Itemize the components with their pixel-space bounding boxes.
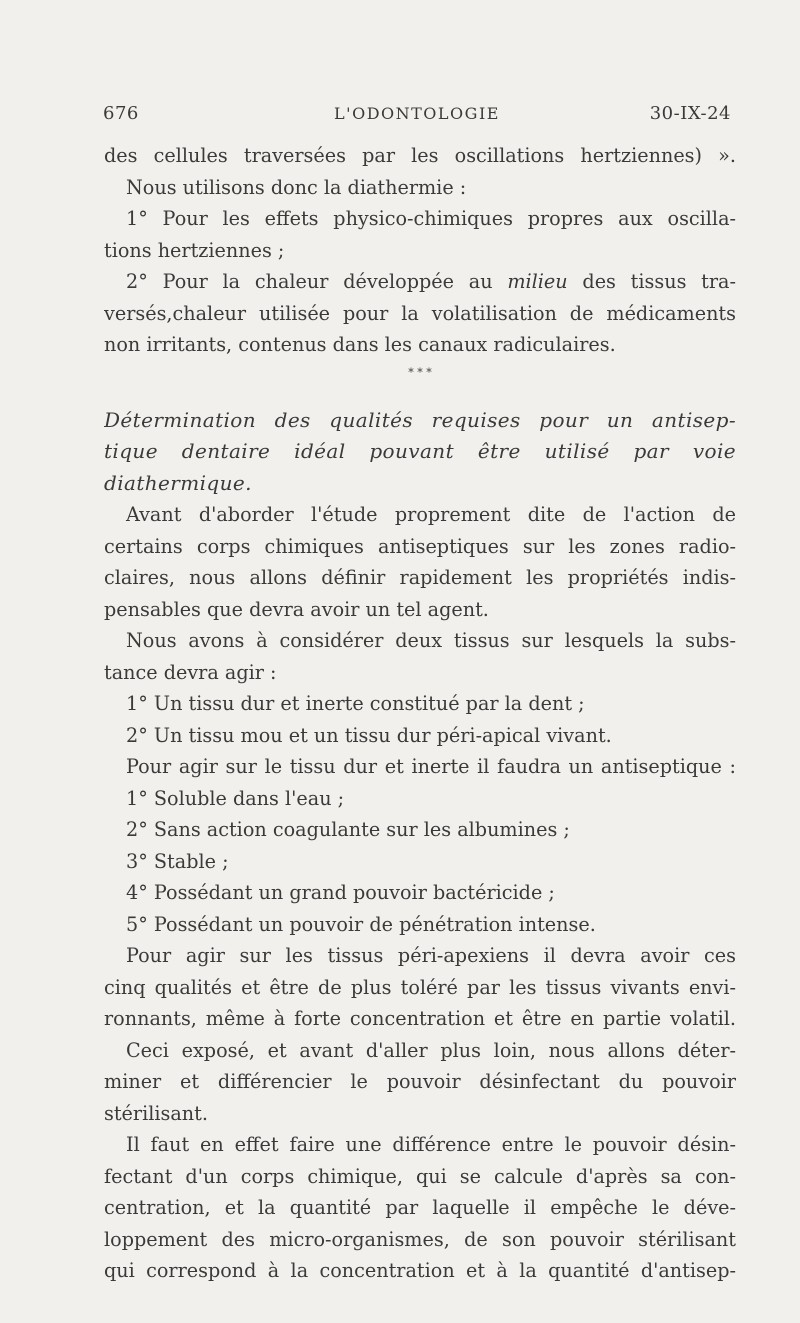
list-item: 1° Un tissu dur et inerte constitué par la dent ; [126, 692, 585, 715]
list-item: 3° Stable ; [126, 849, 229, 873]
text-line: Il faut en effet faire une différence entre le pouvoir désin- [126, 1133, 736, 1156]
list-item: 2° Un tissu mou et un tissu dur péri-apical vivant. [126, 723, 612, 747]
text-line: Nous utilisons donc la diathermie : [126, 175, 467, 199]
text-line: 1° Pour les effets physico-chimiques propres aux oscilla- [126, 207, 736, 230]
section-separator: * * * [408, 365, 432, 379]
italic-word: milieu [507, 270, 568, 293]
text-line [104, 266, 736, 298]
text-line: stérilisant. [104, 1101, 208, 1125]
text-line: fectant d'un corps chimique, qui se calcule d'après sa con- [104, 1164, 736, 1188]
text-line: qui correspond à la concentration et à la quantité d'antisep- [104, 1259, 736, 1282]
issue-date: 30-IX-24 [649, 103, 731, 124]
text-fragment: des tissus tra- [582, 270, 736, 293]
body-text [104, 140, 736, 1287]
text-line: miner et différencier le pouvoir désinfectant du pouvoir [104, 1070, 736, 1093]
text-line: pensables que devra avoir un tel agent. [104, 597, 489, 621]
text-line: Avant d'aborder l'étude proprement dite de l'action de [126, 503, 736, 526]
text-line: Nous avons à considérer deux tissus sur lesquels la subs- [126, 629, 736, 652]
list-item: 4° Possédant un grand pouvoir bactéricide ; [126, 881, 555, 904]
text-line: non irritants, contenus dans les canaux radiculaires. [104, 333, 616, 356]
text-line: Pour agir sur les tissus péri-apexiens il devra avoir ces [126, 944, 736, 967]
text-line: versés,chaleur utilisée pour la volatilisation de médicaments [104, 301, 736, 325]
text-line: loppement des micro-organismes, de son pouvoir stérilisant [104, 1227, 736, 1251]
heading-line: diathermique. [104, 470, 252, 495]
section-heading [104, 405, 736, 500]
text-line: tions hertziennes ; [104, 238, 285, 262]
running-title: L'ODONTOLOGIE [334, 104, 500, 123]
text-line: cinq qualités et être de plus toléré par les tissus vivants envi- [104, 975, 736, 999]
list-item: 5° Possédant un pouvoir de pénétration intense. [126, 912, 596, 936]
text-line: ronnants, même à forte concentration et être en partie volatil. [104, 1007, 736, 1030]
text-fragment: 2° Pour la chaleur développée au [126, 270, 493, 293]
text-line: tance devra agir : [104, 660, 277, 684]
list-item: 2° Sans action coagulante sur les albumines ; [126, 818, 570, 841]
text-line: centration, et la quantité par laquelle il empêche le déve- [104, 1196, 736, 1219]
list-item: 1° Soluble dans l'eau ; [126, 786, 345, 810]
page-number: 676 [103, 103, 139, 124]
text-line: des cellules traversées par les oscillations hertziennes) ». [104, 144, 736, 167]
page-header [103, 103, 731, 133]
text-line: certains corps chimiques antiseptiques sur les zones radio- [104, 534, 736, 558]
text-line: Ceci exposé, et avant d'aller plus loin, nous allons déter- [126, 1038, 736, 1062]
text-line: Pour agir sur le tissu dur et inerte il faudra un antiseptique : [126, 755, 736, 778]
text-line: claires, nous allons définir rapidement les propriétés indis- [104, 566, 736, 589]
heading-line: tique dentaire idéal pouvant être utilisé par voie [104, 439, 736, 463]
heading-line: Détermination des qualités requises pour un antisep- [104, 407, 736, 432]
